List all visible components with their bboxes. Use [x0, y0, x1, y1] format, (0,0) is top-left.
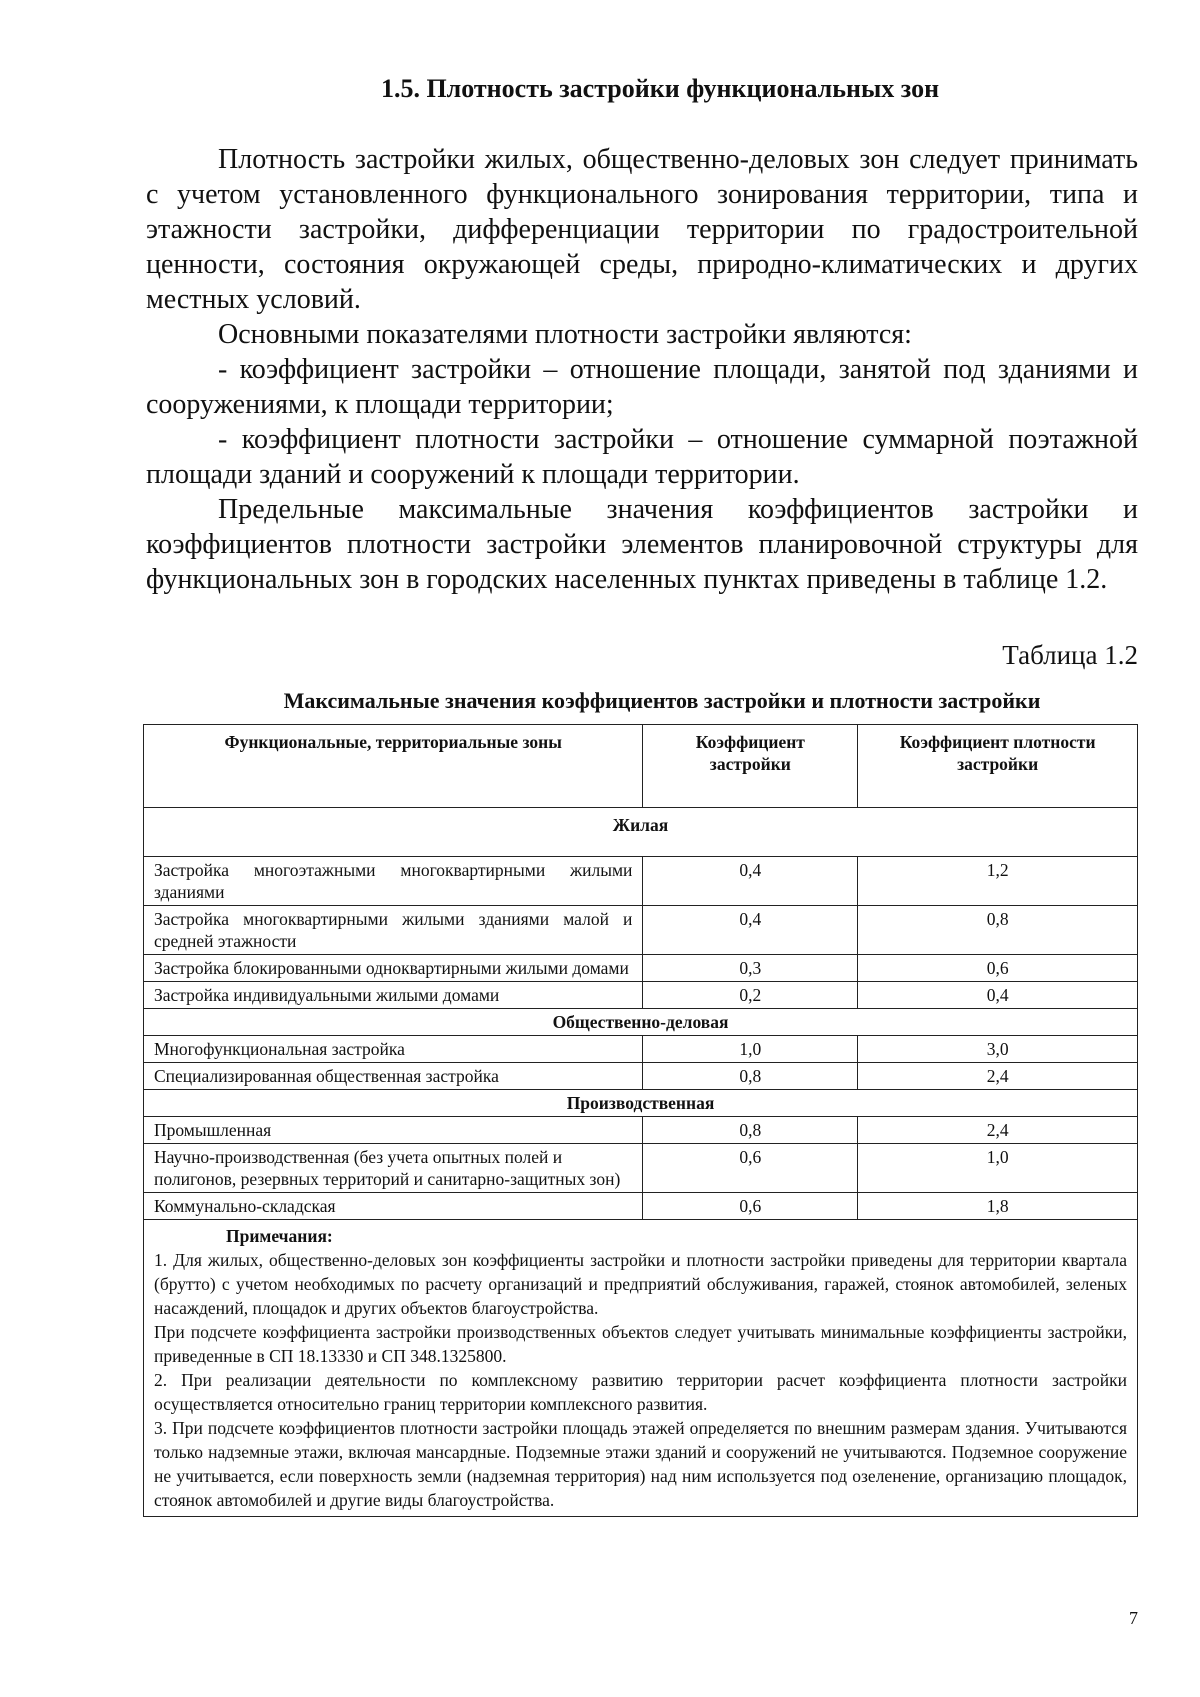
paragraph: Предельные максимальные значения коэффициентов застройки и коэффициентов плотности застройки элементов планировочной структуры для функциональных зон в городских населенных пунктах приведены в таблице 1.2. [146, 494, 1138, 595]
density-cell: 2,4 [858, 1063, 1138, 1090]
paragraph: - коэффициент плотности застройки – отношение суммарной поэтажной площади зданий и сооружений к площади территории. [146, 424, 1138, 490]
coef-cell: 0,3 [643, 955, 858, 982]
zone-cell: Научно-производственная (без учета опытных полей и полигонов, резервных территорий и санитарно-защитных зон) [144, 1144, 643, 1193]
table-label: Таблица 1.2 [1002, 640, 1138, 670]
density-cell: 3,0 [858, 1036, 1138, 1063]
paragraph: Плотность застройки жилых, общественно-деловых зон следует принимать с учетом установленного функционального зонирования территории, типа и этажности застройки, дифференциации территории по градостроительной ценности, состояния окружающей среды, природно-климатических и других местных условий. [146, 144, 1138, 315]
paragraph: - коэффициент застройки – отношение площади, занятой под зданиями и сооружениями, к площади территории; [146, 354, 1138, 420]
note: При подсчете коэффициента застройки производственных объектов следует учитывать минимальные коэффициенты застройки, приведенные в СП 18.13330 и СП 348.1325800. [154, 1322, 1127, 1366]
table-header-row [144, 725, 1138, 808]
header-density: Коэффициент плотности застройки [858, 725, 1138, 808]
note: 3. При подсчете коэффициентов плотности застройки площадь этажей определяется по внешним размерам здания. Учитываются только надземные этажи, включая мансардные. Подземные этажи зданий и сооружений не учитываются. Подземное сооружение не учитывается, если поверхность земли (надземная территория) над ним используется под озеленение, организацию площадок, стоянок автомобилей и другие виды благоустройства. [154, 1418, 1127, 1510]
notes-row [144, 1220, 1138, 1517]
group-row [144, 1090, 1138, 1117]
coef-cell: 1,0 [643, 1036, 858, 1063]
table-row [144, 906, 1138, 955]
zone-cell: Застройка блокированными одноквартирными жилыми домами [144, 955, 643, 982]
zone-cell: Промышленная [144, 1117, 643, 1144]
zone-cell: Застройка многоквартирными жилыми зданиями малой и средней этажности [144, 906, 643, 955]
group-row [144, 1009, 1138, 1036]
table-row [144, 857, 1138, 906]
density-cell: 2,4 [858, 1117, 1138, 1144]
density-cell: 1,2 [858, 857, 1138, 906]
coef-cell: 0,6 [643, 1193, 858, 1220]
notes-title: Примечания: [226, 1226, 333, 1246]
coef-cell: 0,8 [643, 1063, 858, 1090]
table-row [144, 1117, 1138, 1144]
table-row [144, 1063, 1138, 1090]
density-cell: 1,8 [858, 1193, 1138, 1220]
table-title: Максимальные значения коэффициентов застройки и плотности застройки [283, 688, 1041, 713]
coef-cell: 0,6 [643, 1144, 858, 1193]
note: 2. При реализации деятельности по комплексному развитию территории расчет коэффициента плотности застройки осуществляется относительно границ территории комплексного развития. [154, 1370, 1127, 1414]
table-row [144, 1036, 1138, 1063]
coef-cell: 0,8 [643, 1117, 858, 1144]
density-cell: 1,0 [858, 1144, 1138, 1193]
coef-cell: 0,4 [643, 906, 858, 955]
paragraph: Основными показателями плотности застройки являются: [218, 319, 912, 350]
header-coef: Коэффициент застройки [643, 725, 858, 808]
group-name: Жилая [144, 808, 1138, 857]
body-text [146, 142, 1138, 597]
note: 1. Для жилых, общественно-деловых зон коэффициенты застройки и плотности застройки приведены для территории квартала (брутто) с учетом необходимых по расчету организаций и предприятий обслуживания, гаражей, стоянок автомобилей, зеленых насаждений, площадок и других объектов благоустройства. [154, 1250, 1127, 1318]
coef-cell: 0,4 [643, 857, 858, 906]
density-cell: 0,6 [858, 955, 1138, 982]
group-row [144, 808, 1138, 857]
group-name: Общественно-деловая [144, 1009, 1138, 1036]
zone-cell: Многофункциональная застройка [144, 1036, 643, 1063]
section-heading: 1.5. Плотность застройки функциональных зон [380, 74, 940, 103]
table-row [144, 955, 1138, 982]
table-row [144, 982, 1138, 1009]
coef-cell: 0,2 [643, 982, 858, 1009]
density-table [143, 724, 1138, 1517]
notes-cell [144, 1220, 1138, 1517]
table-row [144, 1193, 1138, 1220]
page-number: 7 [1129, 1608, 1138, 1628]
zone-cell: Специализированная общественная застройка [144, 1063, 643, 1090]
group-name: Производственная [144, 1090, 1138, 1117]
zone-cell: Коммунально-складская [144, 1193, 643, 1220]
density-cell: 0,4 [858, 982, 1138, 1009]
density-cell: 0,8 [858, 906, 1138, 955]
zone-cell: Застройка индивидуальными жилыми домами [144, 982, 643, 1009]
header-zones: Функциональные, территориальные зоны [144, 725, 643, 808]
table-row [144, 1144, 1138, 1193]
zone-cell: Застройка многоэтажными многоквартирными жилыми зданиями [144, 857, 643, 906]
